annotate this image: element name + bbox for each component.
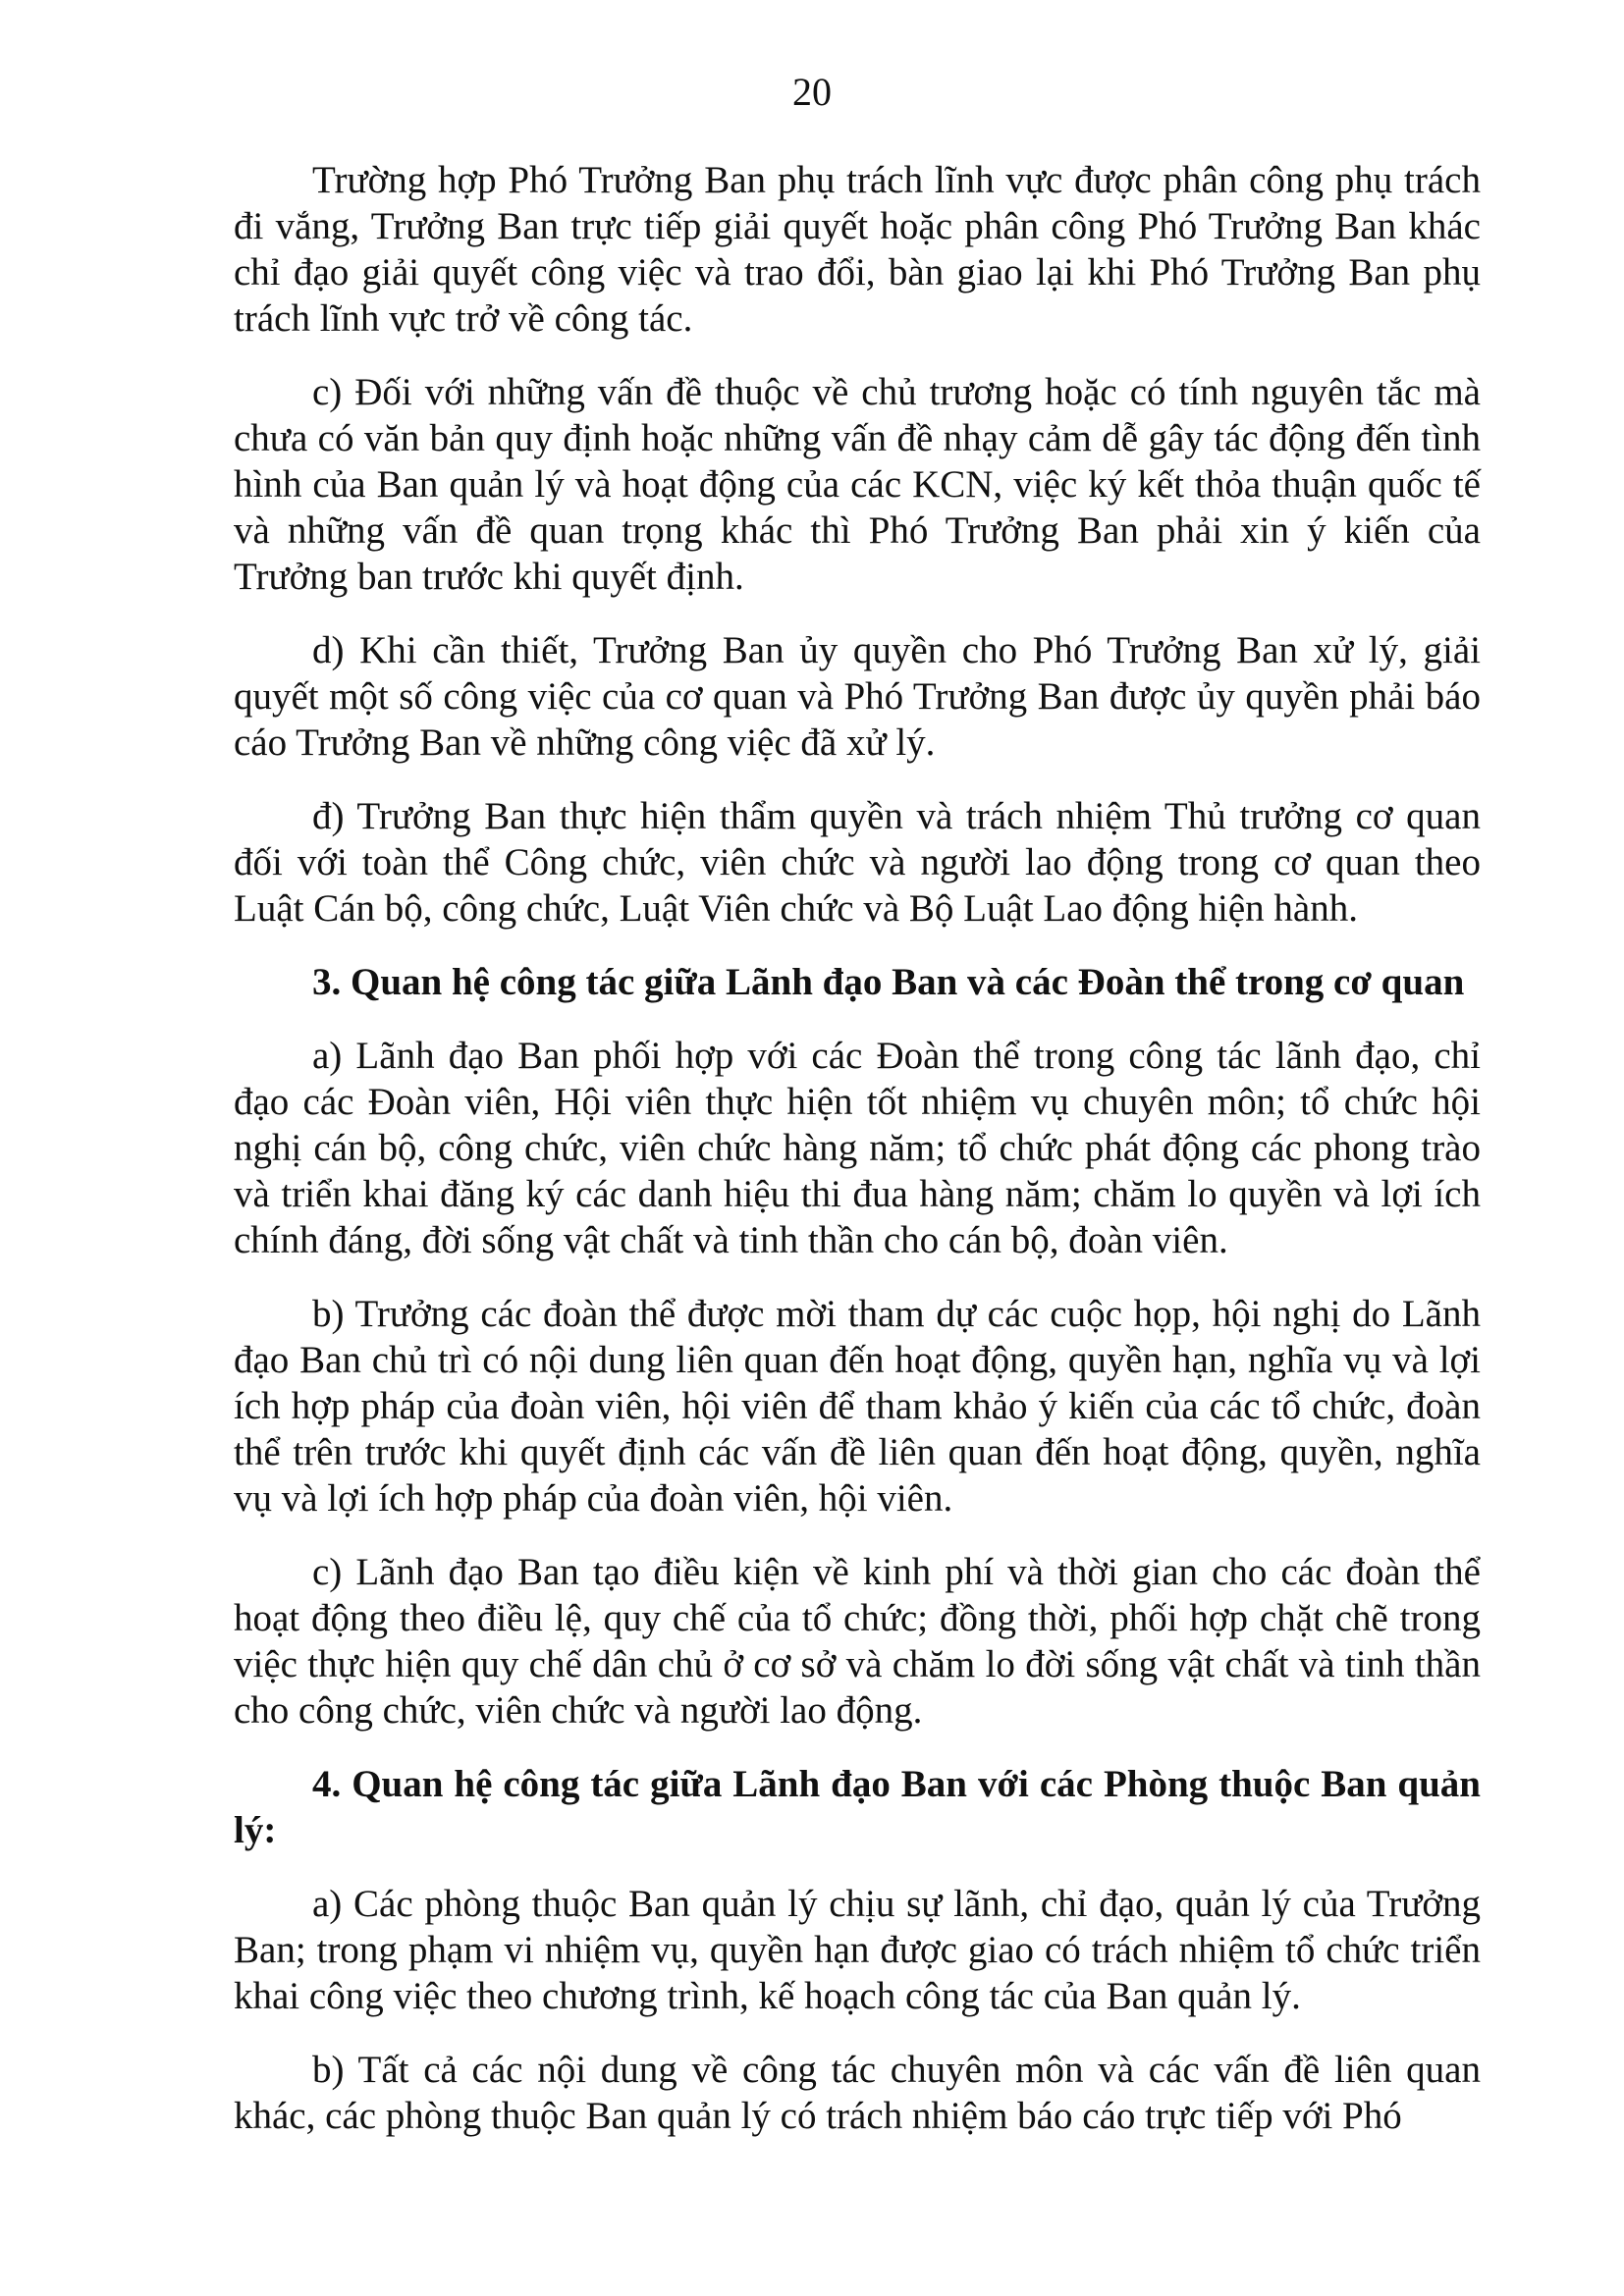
paragraph-section3-a: a) Lãnh đạo Ban phối hợp với các Đoàn thể trong công tác lãnh đạo, chỉ đạo các Đoàn viên, Hội viên thực hiện tốt nhiệm vụ chuyên môn; tổ chức hội nghị cán bộ, công chức, viên chức hàng năm; tổ chức phát động các phong trào và triển khai đăng ký các danh hiệu thi đua hàng năm; chăm lo quyền và lợi ích chính đáng, đời sống vật chất và tinh thần cho cán bộ, đoàn viên. xyxy=(234,1035,1481,1261)
section-heading-4: 4. Quan hệ công tác giữa Lãnh đạo Ban với các Phòng thuộc Ban quản lý: xyxy=(234,1763,1481,1851)
paragraph-item-c-policy: c) Đối với những vấn đề thuộc về chủ trương hoặc có tính nguyên tắc mà chưa có văn bản quy định hoặc những vấn đề nhạy cảm dễ gây tác động đến tình hình của Ban quản lý và hoạt động của các KCN, việc ký kết thỏa thuận quốc tế và những vấn đề quan trọng khác thì Phó Trưởng Ban phải xin ý kiến của Trưởng ban trước khi quyết định. xyxy=(234,371,1481,598)
paragraph-section4-a: a) Các phòng thuộc Ban quản lý chịu sự lãnh, chỉ đạo, quản lý của Trưởng Ban; trong phạm vi nhiệm vụ, quyền hạn được giao có trách nhiệm tổ chức triển khai công việc theo chương trình, kế hoạch công tác của Ban quản lý. xyxy=(234,1883,1481,2017)
paragraph-section3-b: b) Trưởng các đoàn thể được mời tham dự các cuộc họp, hội nghị do Lãnh đạo Ban chủ trì có nội dung liên quan đến hoạt động, quyền hạn, nghĩa vụ và lợi ích hợp pháp của đoàn viên, hội viên để tham khảo ý kiến của các tổ chức, đoàn thể trên trước khi quyết định các vấn đề liên quan đến hoạt động, quyền, nghĩa vụ và lợi ích hợp pháp của đoàn viên, hội viên. xyxy=(234,1293,1481,1520)
paragraph-deputy-absent: Trường hợp Phó Trưởng Ban phụ trách lĩnh vực được phân công phụ trách đi vắng, Trưởng Ban trực tiếp giải quyết hoặc phân công Phó Trưởng Ban khác chỉ đạo giải quyết công việc và trao đổi, bàn giao lại khi Phó Trưởng Ban phụ trách lĩnh vực trở về công tác. xyxy=(234,159,1481,340)
paragraph-item-dd-authority: đ) Trưởng Ban thực hiện thẩm quyền và trách nhiệm Thủ trưởng cơ quan đối với toàn thể Công chức, viên chức và người lao động trong cơ quan theo Luật Cán bộ, công chức, Luật Viên chức và Bộ Luật Lao động hiện hành. xyxy=(234,795,1481,930)
section-heading-3: 3. Quan hệ công tác giữa Lãnh đạo Ban và các Đoàn thể trong cơ quan xyxy=(312,961,1465,1003)
paragraph-item-d-authorization: d) Khi cần thiết, Trưởng Ban ủy quyền cho Phó Trưởng Ban xử lý, giải quyết một số công việc của cơ quan và Phó Trưởng Ban được ủy quyền phải báo cáo Trưởng Ban về những công việc đã xử lý. xyxy=(234,629,1481,764)
document-body xyxy=(234,157,1481,2166)
page-number: 20 xyxy=(792,70,832,114)
paragraph-section4-b: b) Tất cả các nội dung về công tác chuyên môn và các vấn đề liên quan khác, các phòng thuộc Ban quản lý có trách nhiệm báo cáo trực tiếp với Phó xyxy=(234,2049,1481,2137)
paragraph-section3-c: c) Lãnh đạo Ban tạo điều kiện về kinh phí và thời gian cho các đoàn thể hoạt động theo điều lệ, quy chế của tổ chức; đồng thời, phối hợp chặt chẽ trong việc thực hiện quy chế dân chủ ở cơ sở và chăm lo đời sống vật chất và tinh thần cho công chức, viên chức và người lao động. xyxy=(234,1551,1481,1732)
